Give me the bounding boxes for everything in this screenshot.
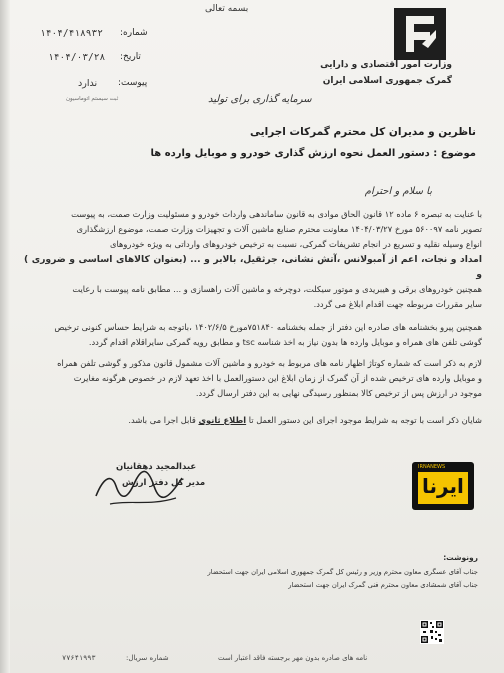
footer-validity-note: نامه های صادره بدون مهر برجسته فاقد اعتبار است (218, 654, 368, 662)
customs-logo (392, 6, 448, 62)
signatory-title: مدیر کل دفتر ارزش (122, 478, 206, 488)
cc-line: جناب آقای عسگری معاون محترم وزیر و رئیس کل گمرک جمهوری اسلامی ایران جهت استحضار (207, 568, 478, 576)
qr-code-icon (420, 620, 444, 644)
paragraph-3-line: و موبایل وارده های ترخیص شده از آن گمرک از زمان ابلاغ این دستورالعمل با اخذ تعهد لازم در خصوص هرگونه مغایرت (73, 373, 482, 383)
paragraph-1-line: انواع وسیله نقلیه و تسریع در انجام تشریفات گمرکی، نسبت به ترخیص خودروهای وارداتی به ویژه خودروهای (110, 239, 482, 249)
date-value: ۱۴۰۴/۰۳/۲۸ (48, 52, 106, 63)
attachment-label: پیوست: (118, 78, 148, 88)
paragraph-1-line: تصویر نامه ۵۶۰۰۹۷ مورخ ۱۴۰۴/۰۳/۲۷ معاونت محترم صنایع ماشین آلات و تجهیزات وزارت صمت، موضوع ارزشگذاری (76, 224, 482, 234)
paragraph-2-line: گوشی تلفن های همراه و موبایل وارده ها بدون نیاز به اخذ شناسه tsc و مطابق رویه گمرکی سایراقلام اقدام گردد. (88, 337, 482, 347)
number-label: شماره: (120, 28, 148, 38)
attachment-value: ندارد (78, 78, 98, 89)
closing-pre: شایان ذکر است با توجه به شرایط موجود اجرای این دستور العمل تا (248, 415, 482, 425)
paragraph-1-line: امداد و نجات، اعم از آمبولانس ،آتش نشانی، جرثقیل، بالابر و ... (بعنوان کالاهای اساسی و ضروری ) و (24, 254, 482, 280)
ministry-name: وزارت امور اقتصادی و دارایی (320, 60, 452, 70)
page-edge-shadow (0, 0, 10, 673)
cc-line: جناب آقای شمشادی معاون محترم فنی گمرک ایران جهت استحضار (288, 581, 478, 589)
slogan: سرمایه گذاری برای تولید (208, 94, 312, 105)
automation-note: ثبت سیستم اتوماسیون (66, 96, 119, 102)
footer-serial-number: ۷۷۶۴۱۹۹۳ (62, 654, 96, 662)
number-value: ۱۴۰۴/۴۱۸۹۳۲ (40, 28, 103, 39)
irna-channel-label: IRNANEWS (418, 464, 446, 470)
paragraph-1-line: سایر مقررات مربوطه جهت اقدام ابلاغ می گردد. (313, 299, 482, 309)
paragraph-2-line: همچنین پیرو بخشنامه های صادره این دفتر از جمله بخشنامه ۷۵۱۸۴۰مورخ ۱۴۰۲/۶/۵ ،باتوجه به شرایط حساس کنونی ترخیص (54, 322, 482, 332)
paragraph-1-line: با عنایت به تبصره ۶ ماده ۱۲ قانون الحاق موادی به قانون ساماندهی واردات خودرو و مسئولیت وزارت صمت، به پیوست (71, 209, 482, 219)
paragraph-3 (24, 356, 482, 401)
paragraph-3-line: لازم به ذکر است که شماره کوتاژ اظهار نامه های مربوط به خودرو و ماشین آلات مشمول قانون مذکور و گوشی تلفن همراه (57, 358, 482, 368)
closing-line (24, 413, 482, 428)
greeting: با سلام و احترام (364, 186, 432, 197)
date-label: تاریخ: (120, 52, 141, 62)
footer-serial-label: شماره سریال: (126, 654, 169, 662)
paragraph-3-line: موجود در ارزش پس از ترخیص کالا بمنظور رسیدگی نهایی به این دفتر ارسال گردد. (195, 388, 482, 398)
irna-logo-text: ایرنا (422, 474, 464, 498)
closing-emphasis: اطلاع ثانوی (198, 415, 247, 425)
paragraph-1 (24, 207, 482, 312)
cc-heading: رونوشت: (443, 553, 478, 562)
paragraph-2 (24, 320, 482, 350)
recipients: ناظرین و مدیران کل محترم گمرکات اجرایی (250, 126, 476, 138)
signatory-name: عبدالمجید دهقانیان (116, 462, 197, 472)
irna-watermark (412, 462, 474, 510)
customs-name: گمرک جمهوری اسلامی ایران (322, 76, 452, 86)
subject-line: موضوع : دستور العمل نحوه ارزش گذاری خودرو و موبایل وارده ها (150, 148, 476, 159)
bismillah: بسمه تعالی (205, 4, 249, 14)
paragraph-1-line: همچنین خودروهای برقی و هیبریدی و موتور سیکلت، دوچرخه و ماشین آلات راهسازی و ... مطابق نامه پیوست با رعایت (72, 284, 482, 294)
closing-post: قابل اجرا می باشد. (128, 415, 196, 425)
